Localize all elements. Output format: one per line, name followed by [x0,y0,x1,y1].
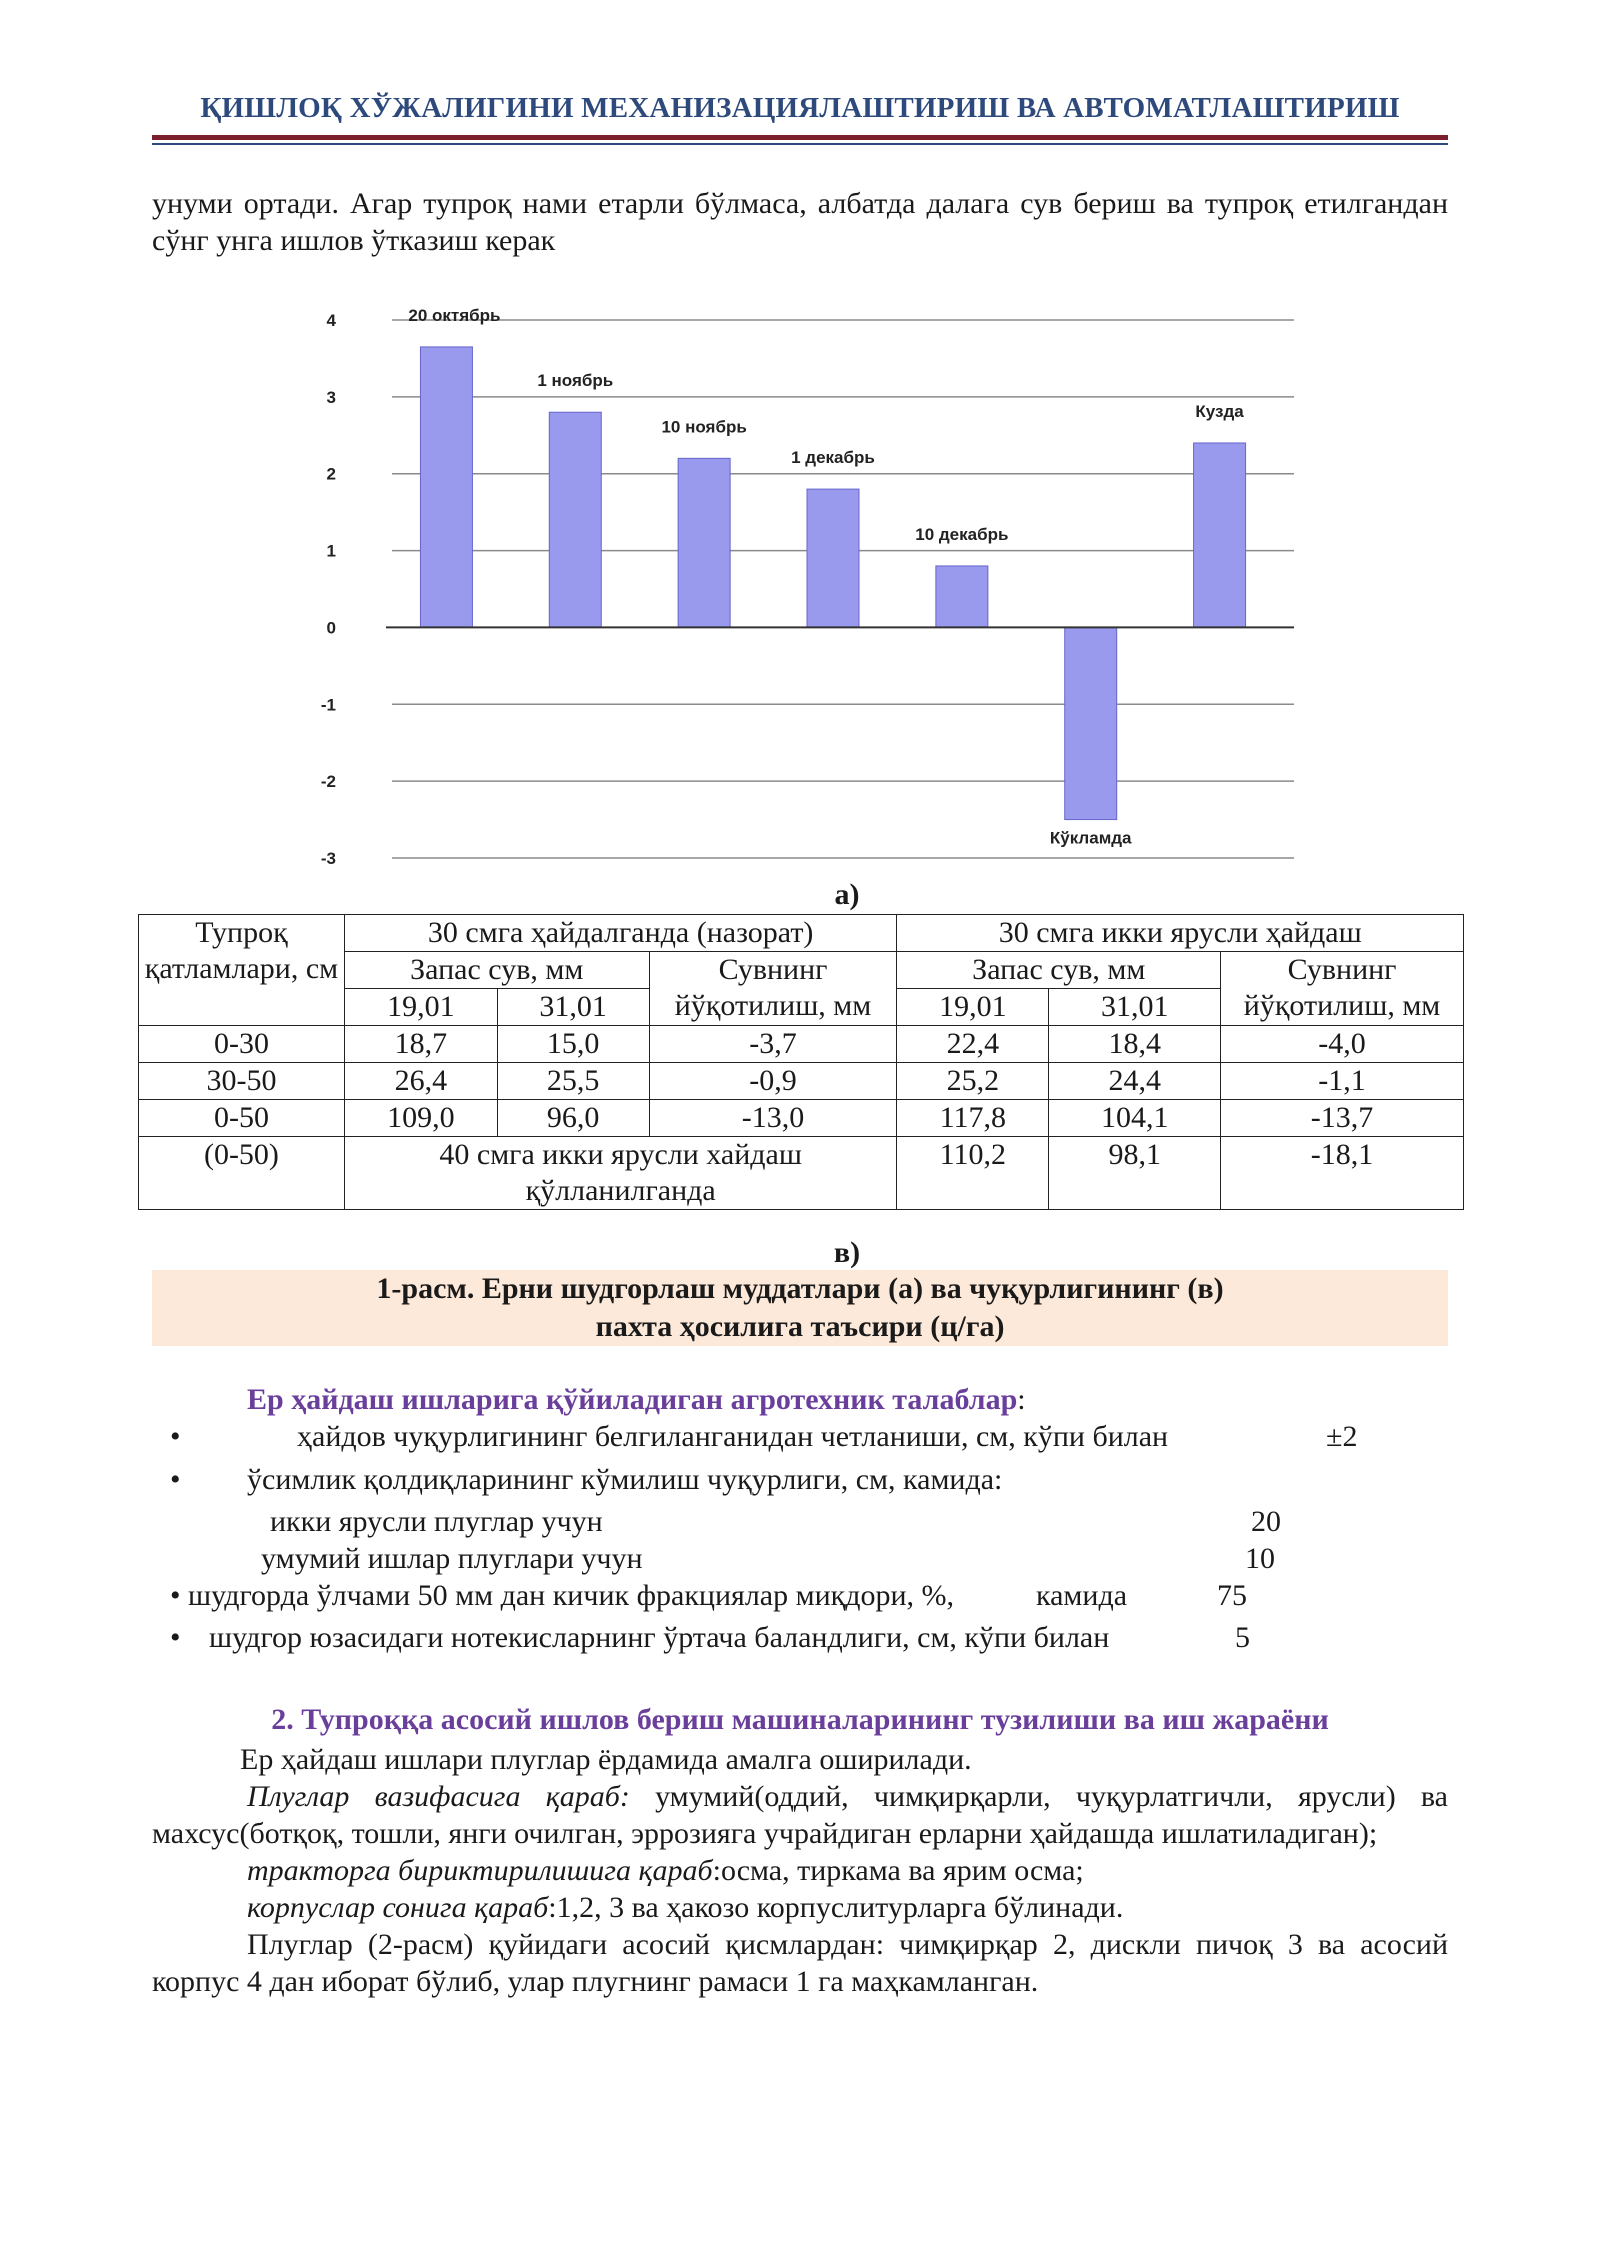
requirements-title-text: Ер ҳайдаш ишларига қўйиладиган агротехник талаблар [247,1383,1018,1416]
running-header: ҚИШЛОҚ ХЎЖАЛИГИНИ МЕХАНИЗАЦИЯЛАШТИРИШ ВА АВТОМАТЛАШТИРИШ [200,92,1400,124]
requirement-item-4-value: 5 [1235,1621,1250,1654]
table-cell: -3,7 [649,1026,897,1063]
table-cell: -13,7 [1221,1100,1464,1137]
bar-label: Кўкламда [1049,828,1132,848]
figure-label-a: а) [834,878,860,911]
table-row [139,1026,1464,1063]
bullet-icon: • [170,1463,181,1496]
y-tick-label: -3 [320,849,336,868]
header-water-reserve-2: Запас сув, мм [897,952,1221,989]
requirement-item-1-value: ±2 [1326,1420,1358,1453]
header-water-loss-1: Сувнинг йўқотилиш, мм [649,952,897,1026]
table-cell: -13,0 [649,1100,897,1137]
section-2-title: 2. Тупроққа асосий ишлов бериш машиналарининг тузилиши ва иш жараёни [271,1703,1329,1736]
table-cell: 18,7 [344,1026,497,1063]
paragraph-text: :осма, тиркама ва ярим осма; [712,1854,1084,1887]
y-tick-label: 3 [326,387,336,407]
caption-line-2: пахта ҳосилига таъсири (ц/га) [595,1310,1005,1343]
bar-label: 20 октябрь [408,305,501,325]
table-cell: -0,9 [649,1063,897,1100]
table-cell: 25,5 [497,1063,649,1100]
requirement-item-3-value: 75 [1217,1579,1247,1612]
table-cell: 18,4 [1049,1026,1221,1063]
italic-term: Плуглар вазифасига қараб: [247,1780,630,1813]
bullet-icon: • [170,1420,181,1453]
figure-caption [152,1270,1448,1346]
requirement-item-2b: умумий ишлар плуглари учун [261,1542,643,1575]
italic-term: корпуслар сонига қараб [247,1891,549,1924]
bar-chart [304,290,1304,880]
bar-label: Кузда [1195,401,1244,421]
requirement-item-3: • шудгорда ўлчами 50 мм дан кичик фракциялар миқдори, %, [170,1579,955,1612]
header-water-reserve-1: Запас сув, мм [344,952,649,989]
table-cell-merged: 40 смга икки ярусли хайдаш қўлланилганда [344,1137,897,1210]
caption-line-1: 1-расм. Ерни шудгорлаш муддатлари (а) ва чуқурлигининг (в) [376,1272,1224,1305]
requirement-item-2: ўсимлик қолдиқларининг кўмилиш чуқурлиги, см, камида: [247,1463,1003,1496]
bar [936,566,988,627]
table-cell: 26,4 [344,1063,497,1100]
italic-term: тракторга бириктирилишига қараб [247,1854,713,1887]
bar [807,489,859,627]
table-row [139,1137,1464,1210]
bar-label: 1 декабрь [791,448,875,468]
header-date: 19,01 [897,989,1049,1026]
section-2-paragraph-3 [152,1852,1448,1889]
requirements-title [247,1383,1026,1417]
section-2-paragraph-1: Ер ҳайдаш ишлари плуглар ёрдамида амалга оширилади. [240,1743,972,1776]
section-2-body [152,1741,1448,2000]
header-date: 19,01 [344,989,497,1026]
y-tick-label: 1 [326,541,336,561]
table-cell: 96,0 [497,1100,649,1137]
table-cell: 110,2 [897,1137,1049,1210]
requirement-item-2a-value: 20 [1251,1505,1281,1538]
table-cell: 0-30 [139,1026,345,1063]
table-row [139,1063,1464,1100]
table-cell: 22,4 [897,1026,1049,1063]
figure-label-v: в) [833,1236,861,1269]
y-tick-label: -1 [320,695,336,715]
table-cell: -4,0 [1221,1026,1464,1063]
y-tick-label: 2 [326,464,336,484]
section-2-paragraph-5: Плуглар (2-расм) қуйидаги асосий қисмлардан: чимқирқар 2, дискли пичоқ 3 ва асосий корпус 4 дан иборат бўлиб, улар плугнинг рамаси 1 га маҳкамланган. [152,1928,1448,1998]
paragraph-text: :1,2, 3 ва ҳакозо корпуслитурларга бўлинади. [548,1891,1124,1924]
intro-paragraph: унуми ортади. Агар тупроқ нами етарли бўлмаса, албатда далага сув бериш ва тупроқ етилгандан сўнг унга ишлов ўтказиш керак [152,187,1448,257]
table-cell: 98,1 [1049,1137,1221,1210]
table-cell: 109,0 [344,1100,497,1137]
table-cell: 104,1 [1049,1100,1221,1137]
section-2-paragraph-4 [152,1889,1448,1926]
bar-label: 10 декабрь [915,524,1009,544]
header-layers: Тупроқ қатламлари, см [139,915,345,1026]
requirements-title-colon: : [1017,1383,1026,1416]
bar [420,347,472,628]
requirement-item-3-mid: камида [1036,1579,1128,1612]
requirement-item-2b-value: 10 [1245,1542,1275,1575]
data-table [138,914,1464,1210]
table-cell: 15,0 [497,1026,649,1063]
table-cell: 117,8 [897,1100,1049,1137]
table-cell: -18,1 [1221,1137,1464,1210]
requirement-item-2a: икки ярусли плуглар учун [270,1505,603,1538]
table-cell: 0-50 [139,1100,345,1137]
header-date: 31,01 [1049,989,1221,1026]
bar-label: 10 ноябрь [661,417,747,437]
paragraph-text: умумий(оддий, чимқирқарли, чуқурлатгичли, ярусли) ва махсус(ботқоқ, тошли, янги очилган, эррозияга учрайдиган ерларни ҳайдашда ишлатиладиган); [152,1780,1449,1850]
bar [678,458,730,627]
requirement-item-1: ҳайдов чуқурлигининг белгиланганидан четланиши, см, кўпи билан [297,1420,1169,1453]
bar [1065,627,1117,819]
header-date: 31,01 [497,989,649,1026]
table-row [139,1100,1464,1137]
table-cell: 30-50 [139,1063,345,1100]
y-tick-label: 0 [326,618,336,638]
table-cell: (0-50) [139,1137,345,1210]
bar-label: 1 ноябрь [537,371,614,391]
header-rule-thin [152,143,1448,145]
header-water-loss-2: Сувнинг йўқотилиш, мм [1221,952,1464,1026]
bullet-icon: • [170,1621,181,1654]
y-tick-label: -2 [320,772,336,792]
bar [1194,443,1246,627]
y-tick-label: 4 [326,311,336,330]
requirement-item-4: шудгор юзасидаги нотекисларнинг ўртача баландлиги, см, кўпи билан [209,1621,1110,1654]
header-rule-thick [152,135,1448,140]
table-cell: -1,1 [1221,1063,1464,1100]
table-cell: 24,4 [1049,1063,1221,1100]
table-cell: 25,2 [897,1063,1049,1100]
bar [549,412,601,627]
header-group-two-tier: 30 смга икки ярусли ҳайдаш [897,915,1464,952]
section-2-paragraph-2 [152,1778,1448,1852]
header-group-control: 30 смга ҳайдалганда (назорат) [344,915,897,952]
